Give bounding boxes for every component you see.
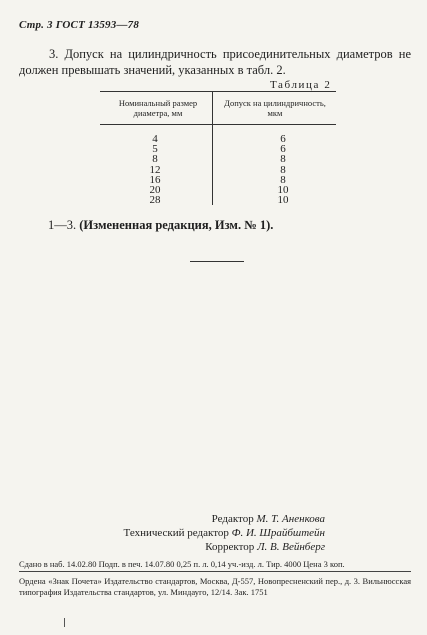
table-top-rule bbox=[100, 91, 336, 92]
credit-tech-editor-name: Ф. И. Шрайбштейн bbox=[231, 527, 325, 539]
table-cell-tolerance: 6 bbox=[280, 143, 286, 156]
table-cell-tolerance: 10 bbox=[277, 183, 289, 196]
table-caption: Таблица 2 bbox=[270, 79, 332, 91]
table-cell-tolerance: 6 bbox=[280, 133, 286, 145]
table-cell-tolerance: 8 bbox=[280, 163, 286, 176]
credit-tech-editor-role: Технический редактор bbox=[123, 527, 229, 539]
imprint-print-data: Сдано в наб. 14.02.80 Подп. в печ. 14.07.80 0,25 п. л. 0,14 уч.-изд. л. Тир. 4000 Цена 3 коп. bbox=[19, 559, 345, 569]
table-cell-diameter: 5 bbox=[152, 143, 158, 156]
table-column-divider bbox=[212, 91, 213, 205]
imprint-rule bbox=[19, 571, 411, 572]
paragraph-3: 3. Допуск на цилиндричность присоединительных диаметров не должен превышать значений, указанных в табл. 2. bbox=[19, 47, 411, 77]
table-cell-diameter: 16 bbox=[149, 173, 161, 186]
table-cell-tolerance: 8 bbox=[280, 173, 286, 186]
credit-proofreader-name: Л. В. Вейнберг bbox=[257, 541, 325, 553]
page-header: Стр. 3 ГОСТ 13593—78 bbox=[19, 19, 140, 31]
credit-tech-editor bbox=[100, 526, 325, 540]
credit-editor bbox=[100, 512, 325, 526]
table-cell-diameter: 28 bbox=[149, 194, 161, 207]
table-cell-tolerance: 10 bbox=[277, 194, 289, 207]
edition-note-range: 1—3. bbox=[48, 218, 77, 232]
credit-proofreader-role: Корректор bbox=[205, 541, 255, 553]
credit-editor-role: Редактор bbox=[211, 513, 254, 525]
table-cell-tolerance: 8 bbox=[280, 153, 286, 166]
table-cell-diameter: 8 bbox=[152, 153, 158, 166]
table-header-diameter: Номинальный размер диаметра, мм bbox=[118, 98, 198, 118]
edition-note bbox=[48, 218, 273, 233]
table-header-rule bbox=[100, 124, 336, 125]
table-column-diameter bbox=[130, 134, 180, 205]
section-end-rule bbox=[190, 261, 244, 262]
credits-block bbox=[100, 512, 325, 554]
credit-proofreader bbox=[100, 540, 325, 554]
scan-mark bbox=[64, 618, 69, 627]
table-cell-diameter: 12 bbox=[149, 163, 161, 176]
table-cell-diameter: 20 bbox=[149, 183, 161, 196]
table-cell-diameter: 4 bbox=[152, 133, 158, 145]
edition-note-text: (Измененная редакция, Изм. № 1). bbox=[79, 218, 274, 232]
imprint-publisher: Ордена «Знак Почета» Издательство стандартов, Москва, Д-557, Новопресненский пер., д. 3. Вильнюсская типография Издательства стандартов, ул. Миндауго, 12/14. Зак. 1751 bbox=[19, 576, 411, 597]
credit-editor-name: М. Т. Аненкова bbox=[256, 513, 325, 525]
table-header-tolerance: Допуск на цилиндричность, мкм bbox=[224, 98, 326, 118]
table-column-tolerance bbox=[258, 134, 308, 205]
